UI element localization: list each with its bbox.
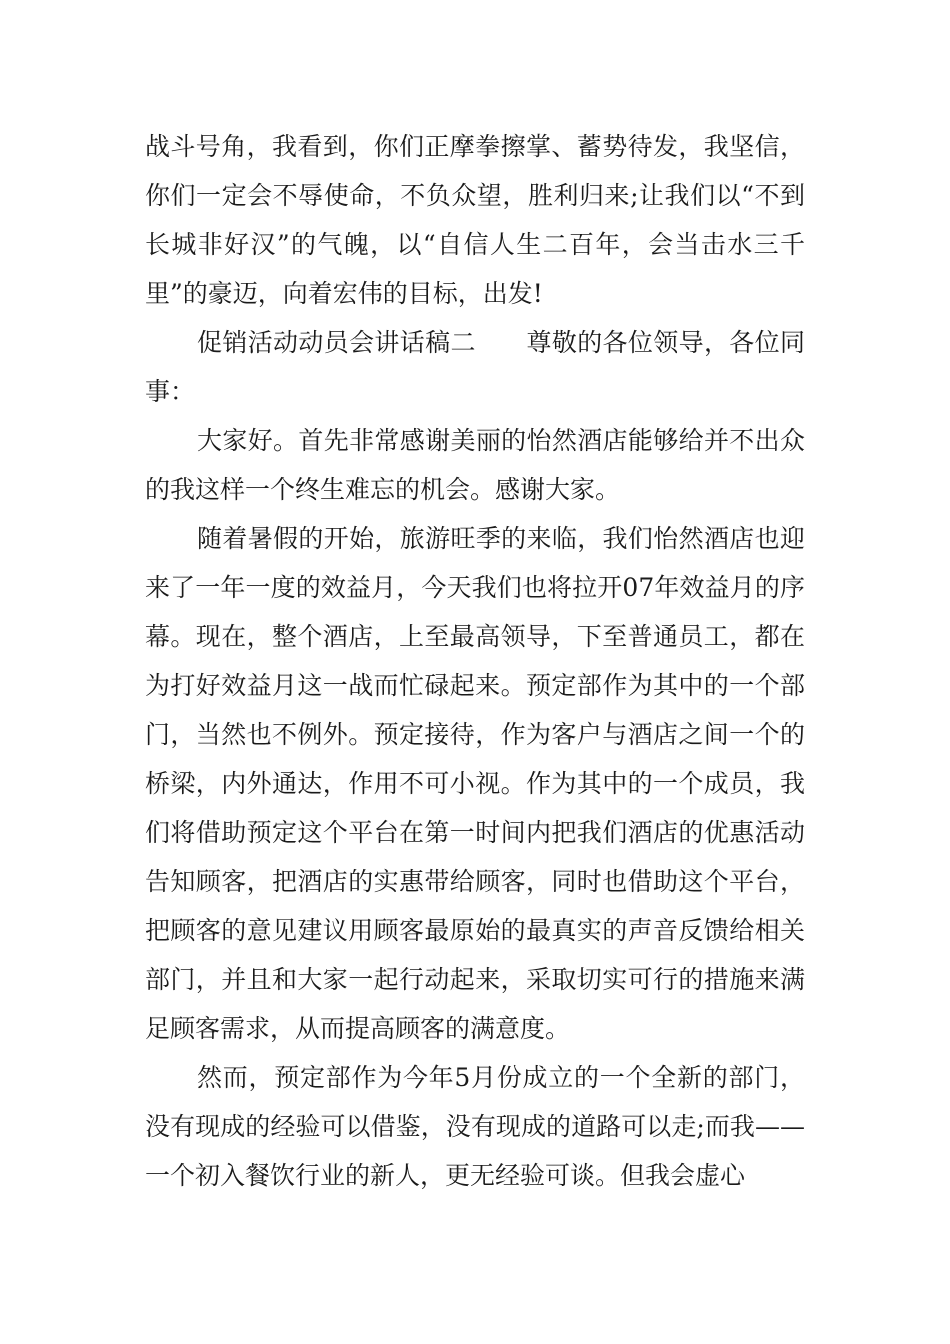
paragraph-new-department: 然而，预定部作为今年5月份成立的一个全新的部门，没有现成的经验可以借鉴，没有现成的道路可以走;而我——一个初入餐饮行业的新人，更无经验可谈。但我会虚心 xyxy=(145,1063,805,1190)
paragraph-greeting: 大家好。首先非常感谢美丽的怡然酒店能够给并不出众的我这样一个终生难忘的机会。感谢大家。 xyxy=(145,426,805,504)
document-body xyxy=(145,122,805,1200)
paragraph-continuation: 战斗号角，我看到，你们正摩拳擦掌、蓄势待发，我坚信，你们一定会不辱使命，不负众望，胜利归来;让我们以“不到长城非好汉”的气魄，以“自信人生二百年，会当击水三千里”的豪迈，向着宏伟的目标，出发! xyxy=(145,132,805,308)
paragraph-speech-title: 促销活动动员会讲话稿二 尊敬的各位领导，各位同事： xyxy=(145,328,805,406)
paragraph-summer-season: 随着暑假的开始，旅游旺季的来临，我们怡然酒店也迎来了一年一度的效益月，今天我们也将拉开07年效益月的序幕。现在，整个酒店，上至最高领导，下至普通员工，都在为打好效益月这一战而忙碌起来。预定部作为其中的一个部门，当然也不例外。预定接待，作为客户与酒店之间一个的桥梁，内外通达，作用不可小视。作为其中的一个成员，我们将借助预定这个平台在第一时间内把我们酒店的优惠活动告知顾客，把酒店的实惠带给顾客，同时也借助这个平台，把顾客的意见建议用顾客最原始的最真实的声音反馈给相关部门，并且和大家一起行动起来，采取切实可行的措施来满足顾客需求，从而提高顾客的满意度。 xyxy=(145,524,805,1043)
